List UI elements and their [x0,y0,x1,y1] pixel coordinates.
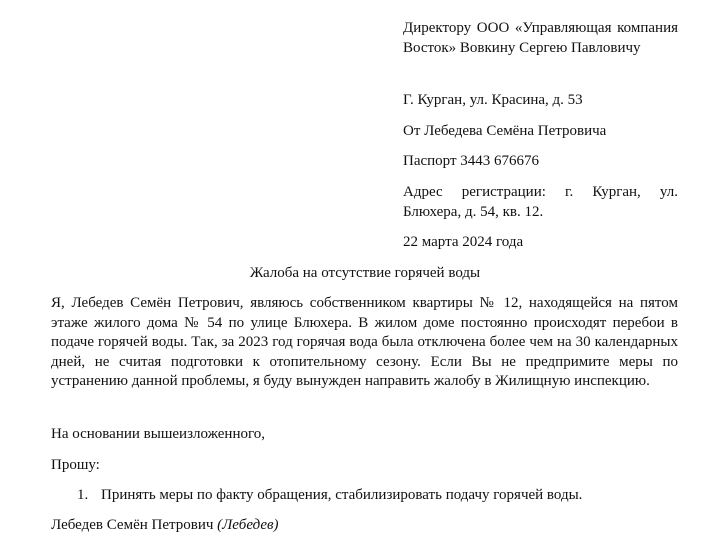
addressee-block: Директору ООО «Управляющая компания Восток» Вовкину Сергею Павловичу [403,20,678,56]
basis-line: На основании вышеизложенного, [51,426,266,442]
addressee-address: Г. Курган, ул. Красина, д. 53 [403,92,583,108]
signature-sign: (Лебедев) [217,517,279,533]
complaint-paragraph: Я, Лебедев Семён Петрович, являюсь собственником квартиры № 12, находящейся на пятом этаже жилого дома № 54 по улице Блюхера. В жилом доме постоянно происходят перебои в подаче горячей воды. Так, за 2023 год горячая вода была отключена более чем на 30 календарных дней, не считая подготовки к отопительному сезону. Если Вы не предпримите меры по устранению данной проблемы, я буду вынужден направить жалобу в Жилищную инспекцию. [51,295,678,390]
signature-name: Лебедев Семён Петрович [51,517,214,533]
request-list-item [77,485,677,505]
signature-line [51,515,678,535]
request-line: Прошу: [51,457,100,473]
document-title: Жалоба на отсутствие горячей воды [249,265,481,281]
sender-passport: Паспорт 3443 676676 [403,153,540,169]
sender-registration: Адрес регистрации: г. Курган, ул. Блюхера, д. 54, кв. 12. [403,184,678,220]
list-item-number: 1. [77,487,89,503]
sender-name: От Лебедева Семёна Петровича [403,123,607,139]
document-date: 22 марта 2024 года [403,234,524,250]
list-item-text: Принять меры по факту обращения, стабилизировать подачу горячей воды. [101,487,583,503]
